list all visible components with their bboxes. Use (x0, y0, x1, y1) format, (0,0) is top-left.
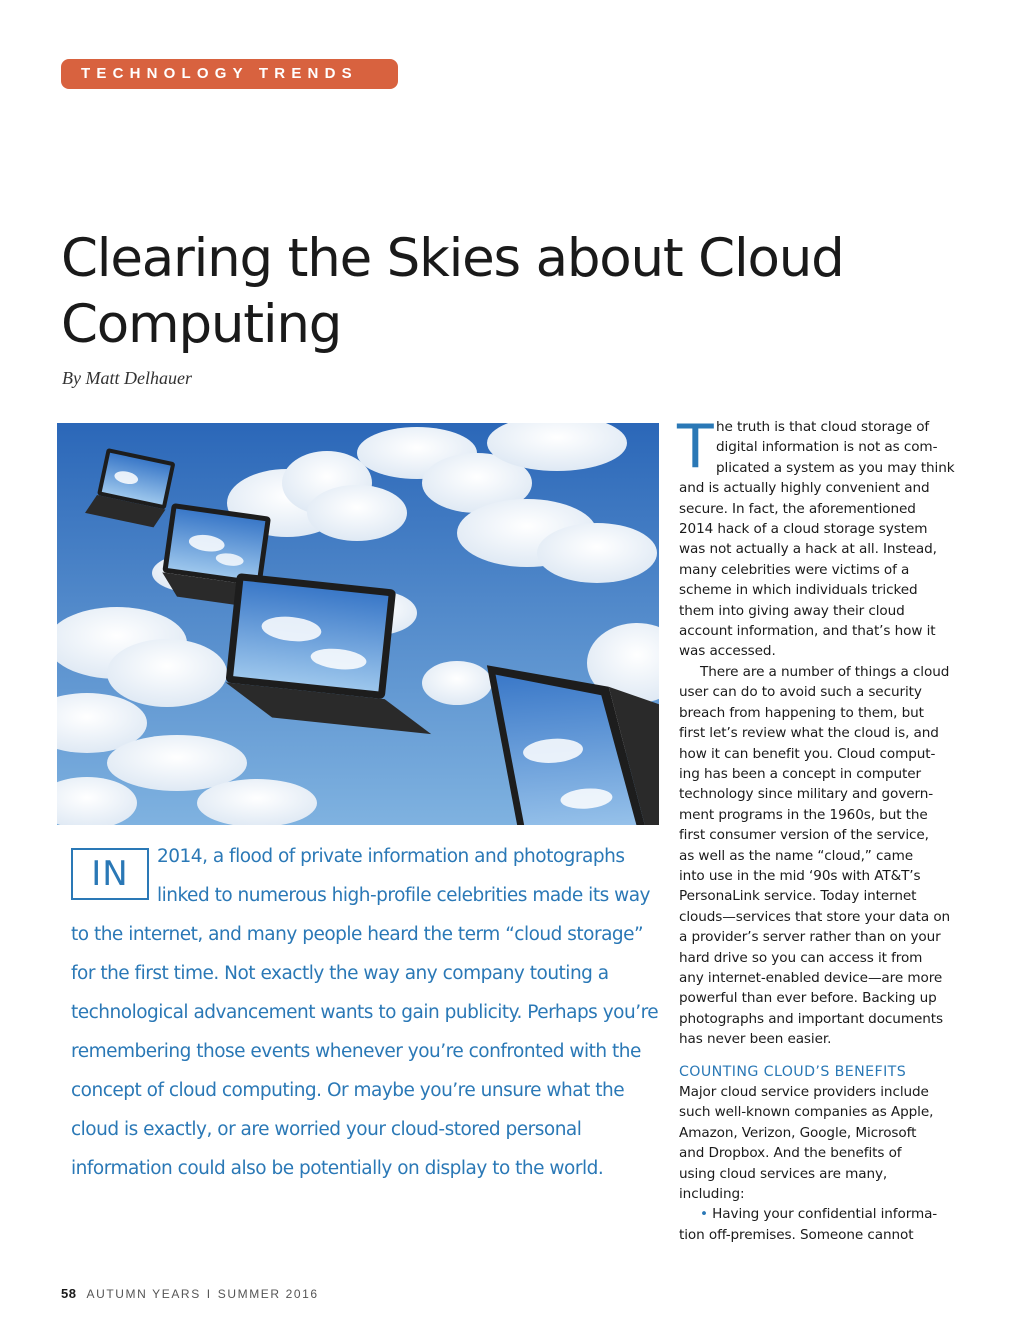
body-line: them into giving away their cloud (679, 602, 905, 619)
body-line: user can do to avoid such a security (679, 684, 922, 701)
body-line: a provider’s server rather than on your (679, 929, 941, 946)
intro-line-6: remembering those events whenever you’re confronted with the (71, 1041, 641, 1062)
magazine-name: AUTUMN YEARS (86, 1287, 201, 1301)
body-line: has never been easier. (679, 1031, 832, 1048)
body-line: using cloud services are many, (679, 1165, 888, 1182)
intro-line-3: to the internet, and many people heard the term “cloud storage” (71, 924, 644, 945)
body-line: tion off-premises. Someone cannot (679, 1226, 914, 1243)
bullet-text: Having your confidential informa- (712, 1206, 938, 1223)
body-line: and Dropbox. And the benefits of (679, 1145, 902, 1162)
body-line: how it can benefit you. Cloud comput- (679, 745, 936, 762)
body-line: breach from happening to them, but (679, 704, 924, 721)
intro-line-8: cloud is exactly, or are worried your cloud-stored personal (71, 1119, 582, 1140)
headline-line-1: Clearing the Skies about Cloud (61, 228, 844, 289)
body-line: hard drive so you can access it from (679, 949, 923, 966)
body-line: plicated a system as you may think (716, 459, 955, 476)
intro-line-4: for the first time. Not exactly the way any company touting a (71, 963, 609, 984)
body-line: scheme in which individuals tricked (679, 582, 918, 599)
body-line: 2014 hack of a cloud storage system (679, 521, 928, 538)
body-line: account information, and that’s how it (679, 623, 936, 640)
page-number: 58 (61, 1286, 77, 1301)
body-line: as well as the name “cloud,” came (679, 847, 913, 864)
body-line: including: (679, 1186, 745, 1203)
section-subhead: COUNTING CLOUD’S BENEFITS (679, 1063, 907, 1080)
issue-date: SUMMER 2016 (217, 1287, 319, 1301)
page-footer (61, 1286, 319, 1301)
bullet-item (679, 1204, 969, 1224)
article-headline (61, 226, 961, 358)
body-line: photographs and important documents (679, 1010, 943, 1027)
body-line: PersonaLink service. Today internet (679, 888, 917, 905)
body-line: There are a number of things a cloud (700, 663, 950, 680)
body-line: Amazon, Verizon, Google, Microsoft (679, 1124, 917, 1141)
body-line: ing has been a concept in computer (679, 765, 922, 782)
body-line: clouds—services that store your data on (679, 908, 951, 925)
body-line: was accessed. (679, 643, 776, 660)
body-line: he truth is that cloud storage of (716, 419, 930, 435)
body-line: Major cloud service providers include (679, 1084, 929, 1100)
intro-line-9: information could also be potentially on display to the world. (71, 1158, 604, 1179)
body-line: and is actually highly convenient and (679, 480, 930, 497)
body-line: first let’s review what the cloud is, and (679, 725, 939, 742)
body-line: first consumer version of the service, (679, 827, 929, 844)
laptops-in-clouds-illustration (57, 423, 659, 825)
body-line: such well-known companies as Apple, (679, 1104, 934, 1121)
intro-dropcap: IN (91, 854, 129, 894)
body-line: was not actually a hack at all. Instead, (679, 541, 937, 558)
bullet-icon: • (700, 1206, 708, 1223)
intro-dropcap-box (71, 848, 149, 900)
body-line: secure. In fact, the aforementioned (679, 500, 916, 517)
body-line: powerful than ever before. Backing up (679, 990, 937, 1007)
headline-line-2: Computing (61, 294, 342, 355)
body-column (677, 412, 969, 1245)
body-line: digital information is not as com- (716, 439, 938, 456)
body-line: ment programs in the 1960s, but the (679, 806, 928, 823)
body-line: technology since military and govern- (679, 786, 934, 803)
body-line: any internet-enabled device—are more (679, 969, 943, 986)
intro-line-7: concept of cloud computing. Or maybe you’re unsure what the (71, 1080, 625, 1101)
body-dropcap: T (677, 412, 714, 482)
hero-image (57, 423, 659, 825)
intro-line-2: linked to numerous high-profile celebrities made its way (157, 885, 651, 906)
body-line: into use in the mid ‘90s with AT&T’s (679, 867, 921, 884)
section-tag: TECHNOLOGY TRENDS (61, 59, 398, 89)
intro-line-5: technological advancement wants to gain publicity. Perhaps you’re (71, 1002, 659, 1023)
body-line: many celebrities were victims of a (679, 561, 910, 578)
footer-separator: I (206, 1287, 212, 1301)
intro-line-1: 2014, a flood of private information and photographs (157, 846, 625, 867)
byline: By Matt Delhauer (62, 368, 192, 388)
